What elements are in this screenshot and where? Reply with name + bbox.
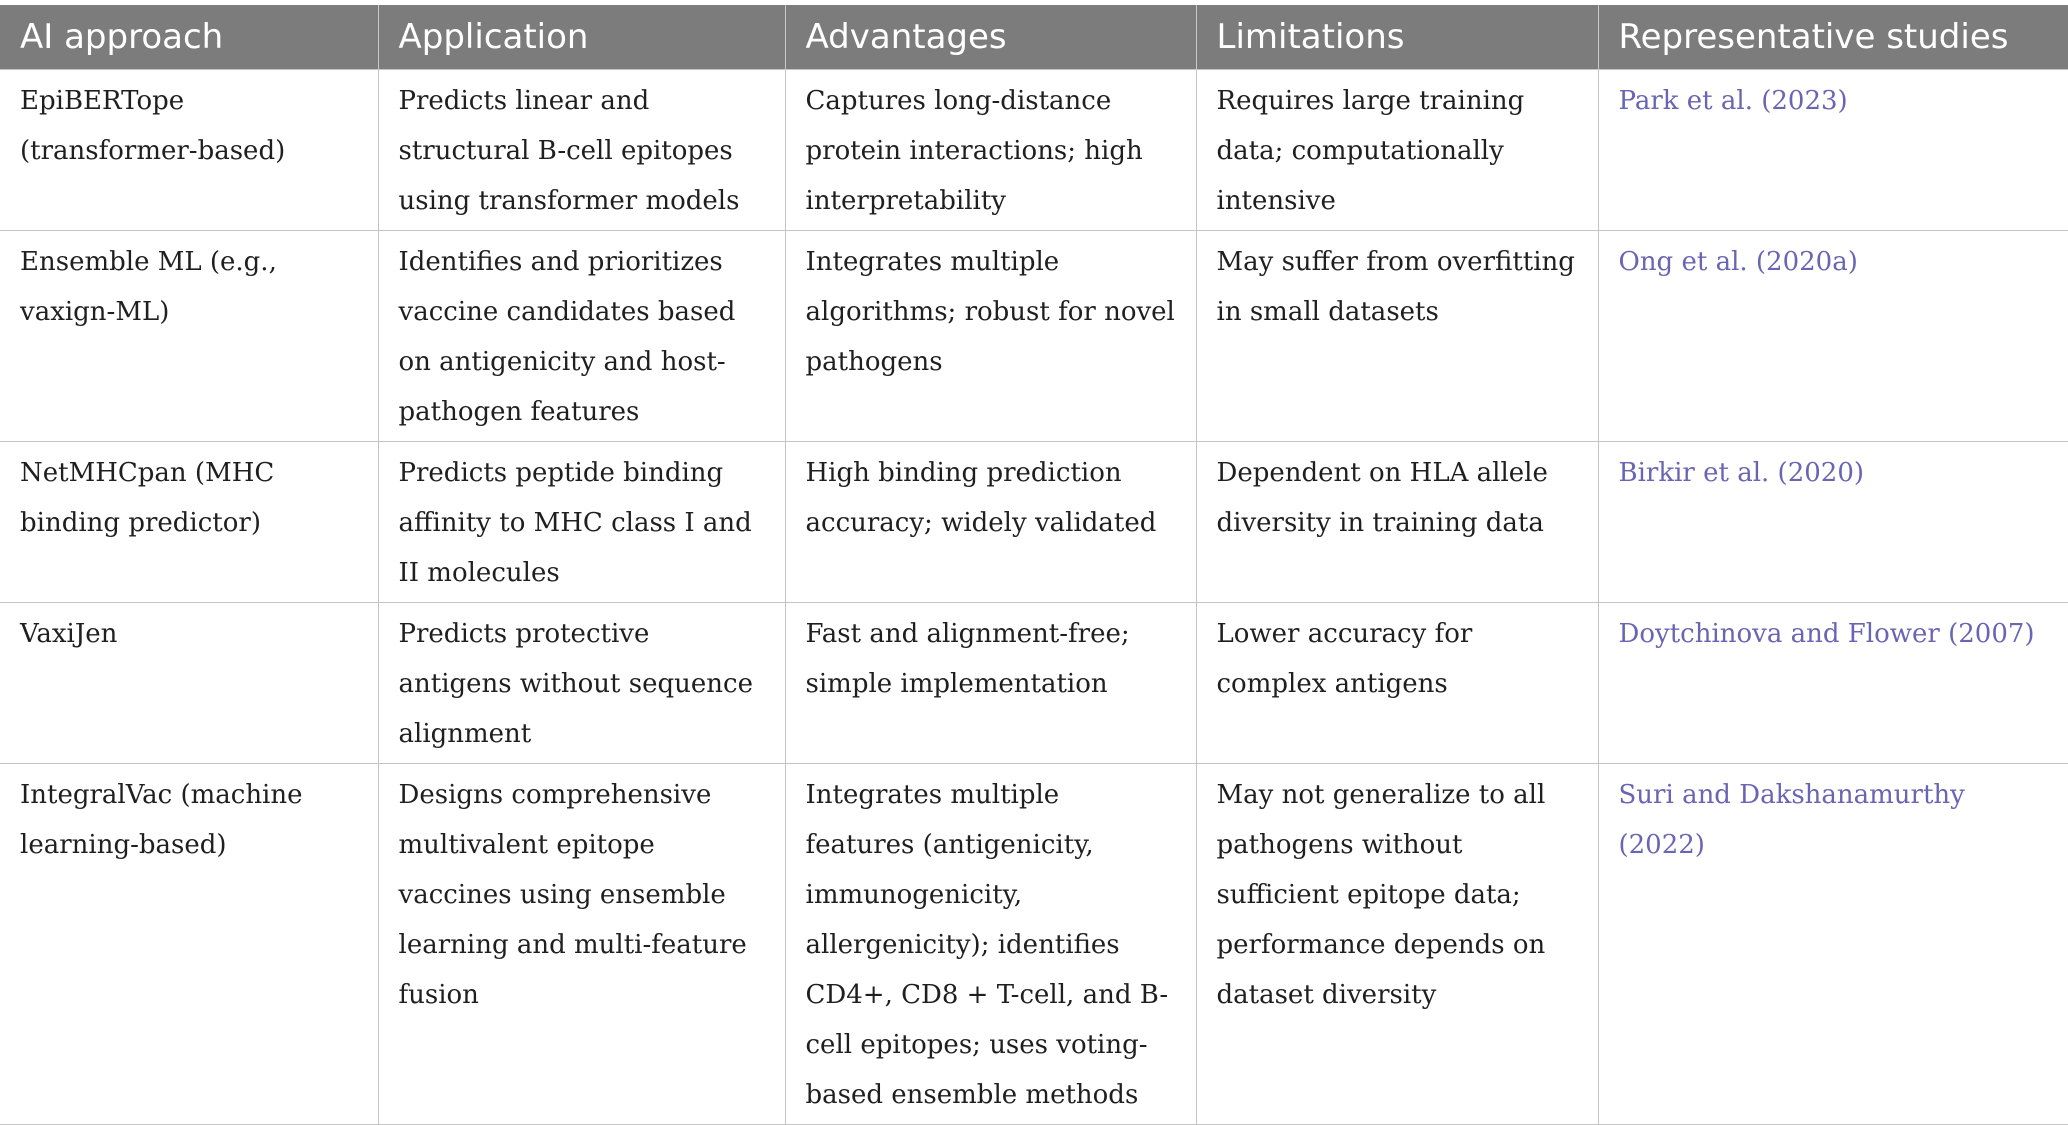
limitations-cell: May suffer from overfitting in small datasets: [1196, 231, 1598, 442]
approach-cell: EpiBERTope (transformer-based): [0, 70, 378, 231]
header-limitations: Limitations: [1196, 5, 1598, 70]
advantages-cell: Captures long-distance protein interactions; high interpretability: [785, 70, 1196, 231]
study-link[interactable]: Birkir et al. (2020): [1598, 442, 2068, 603]
advantages-cell: High binding prediction accuracy; widely validated: [785, 442, 1196, 603]
header-row: [0, 5, 2068, 70]
table-row: [0, 231, 2068, 442]
study-link[interactable]: Park et al. (2023): [1598, 70, 2068, 231]
advantages-cell: Integrates multiple algorithms; robust for novel pathogens: [785, 231, 1196, 442]
study-link[interactable]: Doytchinova and Flower (2007): [1598, 603, 2068, 764]
limitations-cell: Dependent on HLA allele diversity in training data: [1196, 442, 1598, 603]
application-cell: Identifies and prioritizes vaccine candidates based on antigenicity and host-pathogen features: [378, 231, 785, 442]
approach-cell: VaxiJen: [0, 603, 378, 764]
application-cell: Predicts peptide binding affinity to MHC class I and II molecules: [378, 442, 785, 603]
header-representative-studies: Representative studies: [1598, 5, 2068, 70]
approach-cell: Ensemble ML (e.g., vaxign-ML): [0, 231, 378, 442]
application-cell: Designs comprehensive multivalent epitope vaccines using ensemble learning and multi-feature fusion: [378, 764, 785, 1125]
table-row: [0, 442, 2068, 603]
limitations-cell: May not generalize to all pathogens without sufficient epitope data; performance depends on dataset diversity: [1196, 764, 1598, 1125]
table-row: [0, 70, 2068, 231]
ai-approaches-table: [0, 5, 2068, 1125]
application-cell: Predicts protective antigens without sequence alignment: [378, 603, 785, 764]
limitations-cell: Requires large training data; computationally intensive: [1196, 70, 1598, 231]
study-link[interactable]: Ong et al. (2020a): [1598, 231, 2068, 442]
table-row: [0, 764, 2068, 1125]
approach-cell: NetMHCpan (MHC binding predictor): [0, 442, 378, 603]
advantages-cell: Integrates multiple features (antigenicity, immunogenicity, allergenicity); identifies CD4+, CD8 + T-cell, and B-cell epitopes; uses voting-based ensemble methods: [785, 764, 1196, 1125]
approach-cell: IntegralVac (machine learning-based): [0, 764, 378, 1125]
advantages-cell: Fast and alignment-free; simple implementation: [785, 603, 1196, 764]
study-link[interactable]: Suri and Dakshanamurthy (2022): [1598, 764, 2068, 1125]
limitations-cell: Lower accuracy for complex antigens: [1196, 603, 1598, 764]
header-application: Application: [378, 5, 785, 70]
application-cell: Predicts linear and structural B-cell epitopes using transformer models: [378, 70, 785, 231]
table-row: [0, 603, 2068, 764]
header-advantages: Advantages: [785, 5, 1196, 70]
header-ai-approach: AI approach: [0, 5, 378, 70]
